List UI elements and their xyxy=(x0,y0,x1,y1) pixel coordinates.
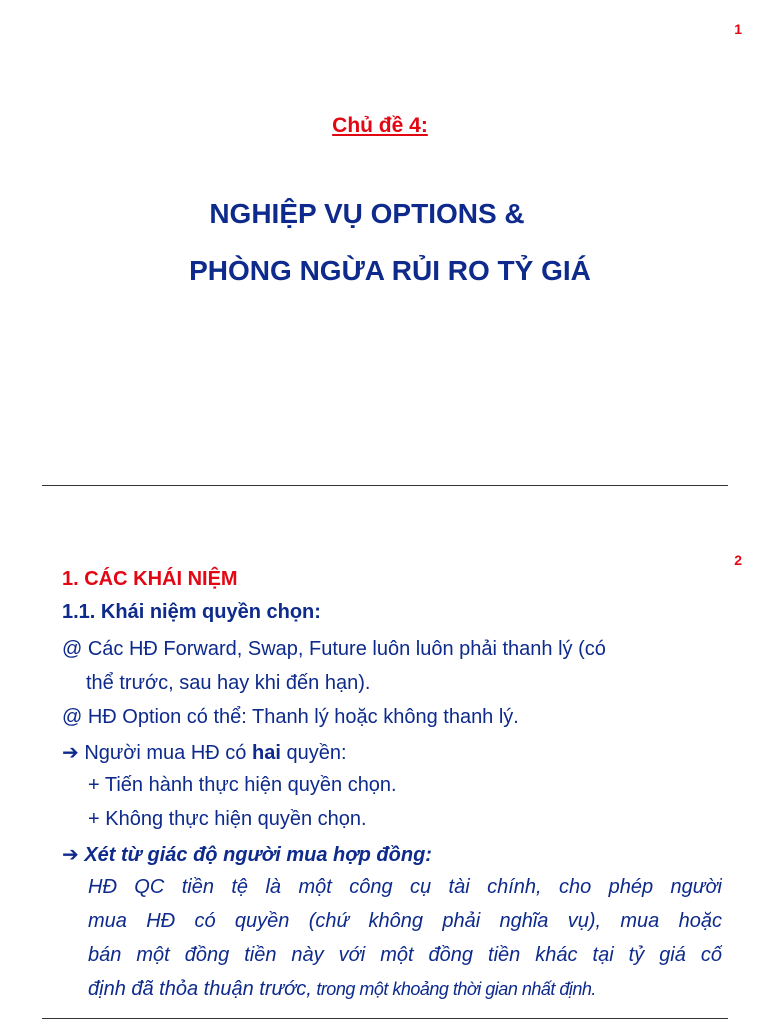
title-line-2: PHÒNG NGỪA RỦI RO TỶ GIÁ xyxy=(189,255,591,286)
arrow-right-icon: ➔ xyxy=(62,844,79,866)
definition-line-2: mua HĐ có quyền (chứ không phải nghĩa vụ), mua hoặc xyxy=(88,910,722,932)
slide-number: 1 xyxy=(734,21,742,37)
text-line-4 xyxy=(62,740,347,765)
slide-number: 2 xyxy=(734,552,742,568)
definition-line-4a: định đã thỏa thuận trước, xyxy=(88,978,312,1000)
slide-2 xyxy=(0,486,768,1024)
slide-divider xyxy=(42,1018,728,1019)
text-line-6: + Không thực hiện quyền chọn. xyxy=(88,808,367,830)
text-line-1: @ Các HĐ Forward, Swap, Future luôn luôn phải thanh lý (có xyxy=(62,638,606,660)
arrow-right-icon: ➔ xyxy=(62,742,79,764)
text-line-7 xyxy=(62,842,432,867)
definition-line-1: HĐ QC tiền tệ là một công cụ tài chính, cho phép người xyxy=(88,876,722,898)
text-line-4-post: quyền: xyxy=(280,742,347,764)
definition-line-4 xyxy=(88,978,596,1001)
text-line-5: + Tiến hành thực hiện quyền chọn. xyxy=(88,774,397,796)
text-line-4-bold: hai xyxy=(251,742,281,764)
title-line-1: NGHIỆP VỤ OPTIONS & xyxy=(209,198,525,229)
sub-heading: 1.1. Khái niệm quyền chọn: xyxy=(62,601,321,623)
text-line-2: thể trước, sau hay khi đến hạn). xyxy=(86,672,371,694)
text-line-7-text: Xét từ giác độ người mua hợp đồng: xyxy=(84,844,432,866)
text-line-4-pre: Người mua HĐ có xyxy=(84,742,252,764)
definition-line-3: bán một đồng tiền này với một đồng tiền khác tại tỷ giá cố xyxy=(88,944,722,966)
slide-1 xyxy=(0,0,768,486)
definition-line-4b: trong một khoảng thời gian nhất định. xyxy=(311,979,596,999)
topic-label: Chủ đề 4: xyxy=(332,114,428,137)
section-heading: 1. CÁC KHÁI NIỆM xyxy=(62,568,238,590)
text-line-3: @ HĐ Option có thể: Thanh lý hoặc không thanh lý. xyxy=(62,706,519,728)
